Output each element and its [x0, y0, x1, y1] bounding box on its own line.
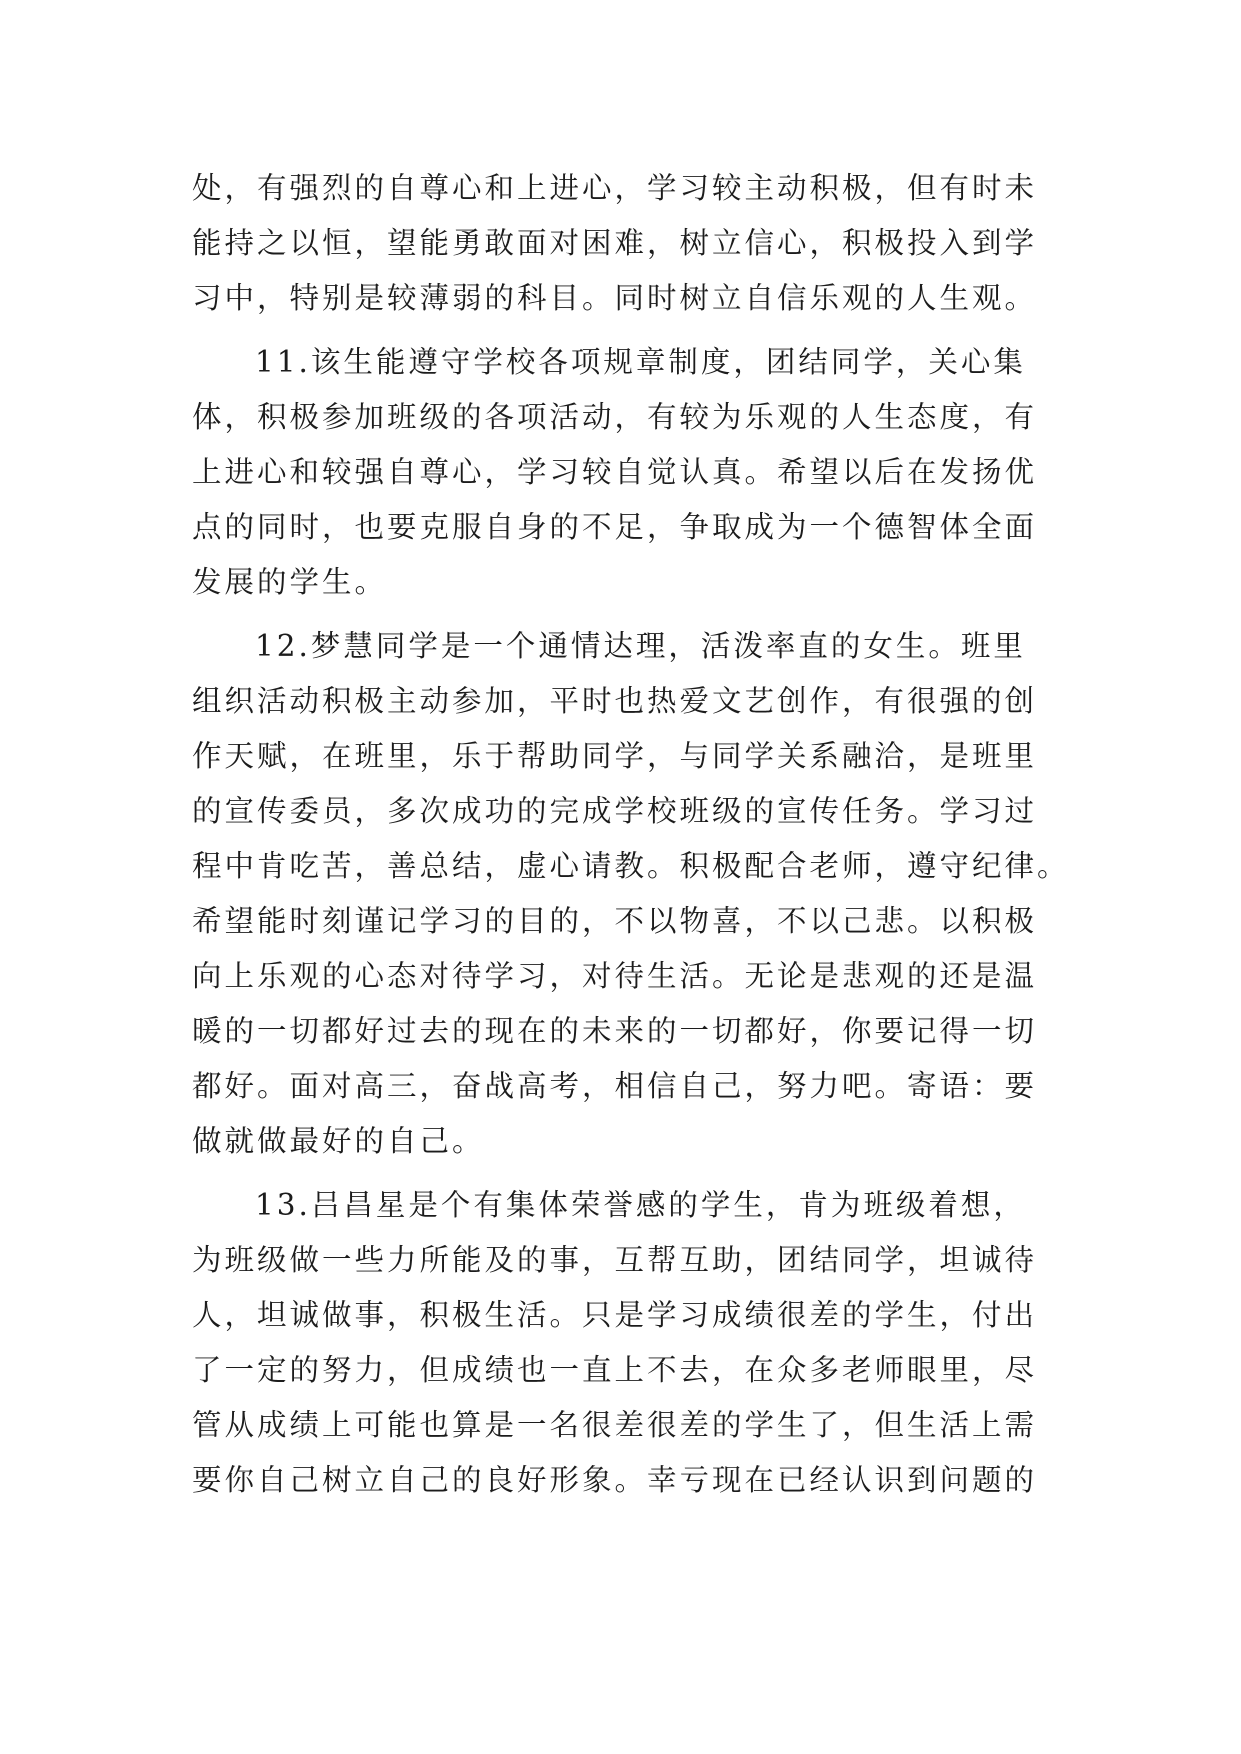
- text-line: 人，坦诚做事，积极生活。只是学习成绩很差的学生，付出: [192, 1298, 1038, 1332]
- text-line: 向上乐观的心态对待学习，对待生活。无论是悲观的还是温: [192, 959, 1038, 993]
- text-line: 点的同时，也要克服自身的不足，争取成为一个德智体全面: [192, 510, 1038, 544]
- text-line: 发展的学生。: [192, 565, 388, 599]
- text-line: 的宣传委员，多次成功的完成学校班级的宣传任务。学习过: [192, 794, 1038, 828]
- text-line: 暖的一切都好过去的现在的未来的一切都好，你要记得一切: [192, 1014, 1038, 1048]
- text-line: 程中肯吃苦，善总结，虚心请教。积极配合老师，遵守纪律。: [192, 849, 1070, 883]
- text-line: 组织活动积极主动参加，平时也热爱文艺创作，有很强的创: [192, 684, 1038, 718]
- text-line: 都好。面对高三，奋战高考，相信自己，努力吧。寄语：要: [192, 1069, 1038, 1103]
- text-line: 希望能时刻谨记学习的目的，不以物喜，不以己悲。以积极: [192, 904, 1038, 938]
- paragraph-start-12: 12.梦慧同学是一个通情达理，活泼率直的女生。班里: [255, 629, 1026, 663]
- text-line: 了一定的努力，但成绩也一直上不去，在众多老师眼里，尽: [192, 1353, 1038, 1387]
- text-line: 做就做最好的自己。: [192, 1124, 485, 1158]
- paragraph-start-13: 13.吕昌星是个有集体荣誉感的学生，肯为班级着想，: [255, 1188, 1026, 1222]
- text-line: 体，积极参加班级的各项活动，有较为乐观的人生态度，有: [192, 400, 1038, 434]
- text-line: 习中，特别是较薄弱的科目。同时树立自信乐观的人生观。: [192, 281, 1038, 315]
- text-line: 上进心和较强自尊心，学习较自觉认真。希望以后在发扬优: [192, 455, 1038, 489]
- paragraph-start-11: 11.该生能遵守学校各项规章制度，团结同学，关心集: [255, 345, 1026, 379]
- text-line: 处，有强烈的自尊心和上进心，学习较主动积极，但有时未: [192, 171, 1038, 205]
- text-line: 要你自己树立自己的良好形象。幸亏现在已经认识到问题的: [192, 1463, 1038, 1497]
- text-line: 作天赋，在班里，乐于帮助同学，与同学关系融洽，是班里: [192, 739, 1038, 773]
- text-line: 为班级做一些力所能及的事，互帮互助，团结同学，坦诚待: [192, 1243, 1038, 1277]
- text-line: 管从成绩上可能也算是一名很差很差的学生了，但生活上需: [192, 1408, 1038, 1442]
- text-line: 能持之以恒，望能勇敢面对困难，树立信心，积极投入到学: [192, 226, 1038, 260]
